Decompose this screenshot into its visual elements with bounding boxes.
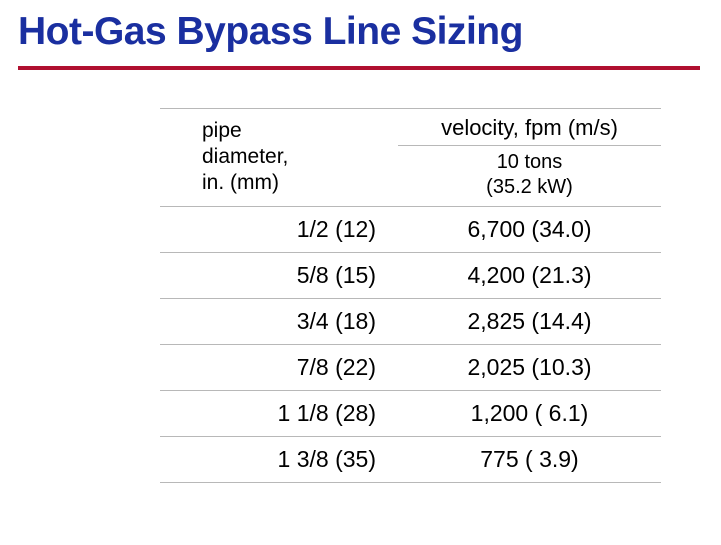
header-pipe-line1: pipe	[202, 118, 242, 142]
table-header-row	[160, 109, 661, 146]
cell-diameter: 1 1/8 (28)	[160, 391, 398, 437]
table-row	[160, 299, 661, 345]
table-row	[160, 437, 661, 483]
cell-diameter: 1/2 (12)	[160, 207, 398, 253]
table-bottom-divider	[160, 483, 661, 484]
table-bottom-divider-left	[160, 483, 398, 484]
table-bottom-divider-right	[398, 483, 661, 484]
header-capacity	[398, 146, 661, 207]
cell-diameter: 3/4 (18)	[160, 299, 398, 345]
header-velocity: velocity, fpm (m/s)	[398, 109, 661, 146]
cell-velocity: 2,825 (14.4)	[398, 299, 661, 345]
header-capacity-tons: 10 tons	[496, 151, 563, 173]
header-capacity-kw: (35.2 kW)	[486, 176, 573, 198]
cell-diameter: 1 3/8 (35)	[160, 437, 398, 483]
header-pipe-line3: in. (mm)	[202, 170, 279, 194]
cell-velocity: 6,700 (34.0)	[398, 207, 661, 253]
cell-velocity: 775 ( 3.9)	[398, 437, 661, 483]
cell-diameter: 5/8 (15)	[160, 253, 398, 299]
cell-diameter: 7/8 (22)	[160, 345, 398, 391]
header-pipe-diameter	[160, 109, 398, 207]
title-divider	[18, 66, 700, 70]
cell-velocity: 2,025 (10.3)	[398, 345, 661, 391]
table-row	[160, 345, 661, 391]
hot-gas-bypass-sizing-table	[160, 108, 661, 483]
table-row	[160, 391, 661, 437]
sizing-table-container	[160, 108, 618, 483]
table-row	[160, 207, 661, 253]
cell-velocity: 1,200 ( 6.1)	[398, 391, 661, 437]
header-pipe-line2: diameter,	[202, 144, 289, 168]
cell-velocity: 4,200 (21.3)	[398, 253, 661, 299]
table-row	[160, 253, 661, 299]
page-title: Hot-Gas Bypass Line Sizing	[18, 10, 523, 53]
